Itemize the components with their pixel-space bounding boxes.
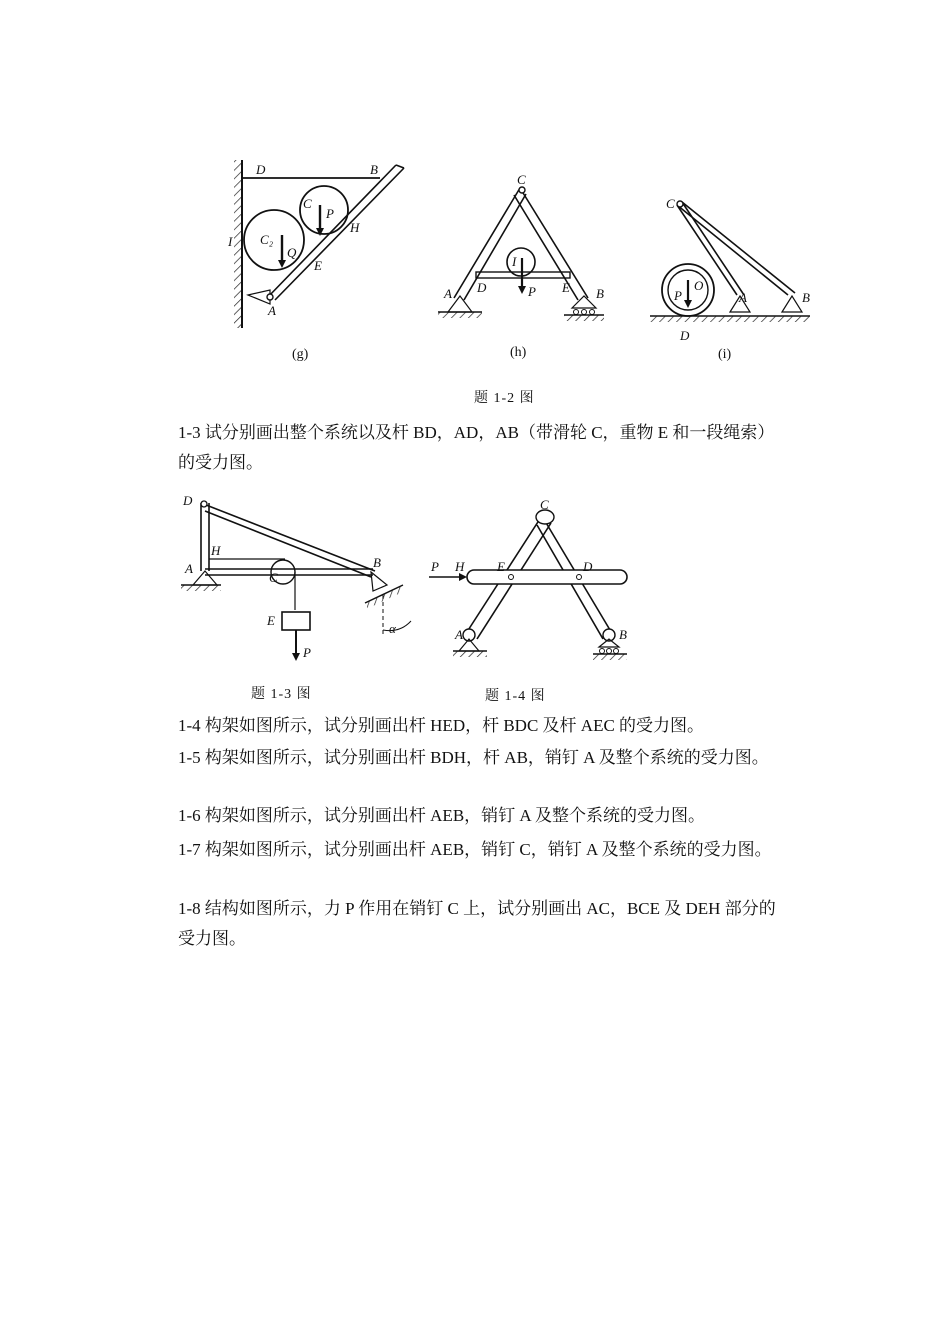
label-i-A: A (739, 290, 747, 305)
caption-h: (h) (510, 345, 527, 360)
label-h-E: E (562, 280, 570, 295)
figure-1-3 (181, 493, 411, 702)
paragraph-1-4: 1-4 构架如图所示，试分别画出杆 HED，杆 BDC 及杆 AEC 的受力图。 (178, 716, 705, 735)
paragraph-1-5: 1-5 构架如图所示，试分别画出杆 BDH，杆 AB，销钉 A 及整个系统的受力图。 (178, 748, 769, 767)
paragraph-1-6: 1-6 构架如图所示，试分别画出杆 AEB，销钉 A 及整个系统的受力图。 (178, 806, 705, 825)
subfigure-i (650, 196, 810, 362)
caption-i: (i) (718, 347, 732, 362)
label-13-C: C (269, 570, 278, 585)
figure-row-2 (175, 475, 635, 710)
label-h-B: B (596, 286, 604, 301)
figure-1-3-caption: 题 1-3 图 (251, 687, 312, 702)
label-g-Q: Q (287, 245, 297, 260)
paragraph-1-8: 1-8 结构如图所示，力 P 作用在销钉 C 上，试分别画出 AC，BCE 及 DEH 部分的受力图。 (178, 899, 776, 948)
label-13-A: A (185, 561, 193, 576)
label-h-I: I (512, 254, 517, 269)
label-i-B: B (802, 290, 810, 305)
paragraph-1-7: 1-7 构架如图所示，试分别画出杆 AEB，销钉 C，销钉 A 及整个系统的受力图。 (178, 840, 772, 859)
label-g-D: D (256, 162, 266, 177)
label-g-C: C (303, 196, 312, 211)
label-h-A: A (444, 286, 452, 301)
label-14-C: C (540, 497, 549, 512)
label-14-P: P (431, 559, 439, 574)
label-13-P: P (303, 645, 311, 660)
label-g-C2: C₂ (260, 232, 274, 247)
subfigure-h (438, 172, 604, 360)
label-14-B: B (619, 627, 627, 642)
label-13-D: D (183, 493, 193, 508)
figure-1-4-caption: 题 1-4 图 (485, 689, 546, 704)
label-14-E: E (497, 559, 505, 574)
caption-g: (g) (292, 347, 309, 362)
label-h-C: C (517, 172, 526, 187)
figure-1-2 (220, 150, 830, 415)
label-h-D: D (477, 280, 487, 295)
subfigure-g (227, 160, 404, 362)
label-h-P: P (528, 284, 536, 299)
label-g-I: I (228, 234, 233, 249)
label-14-D: D (583, 559, 593, 574)
label-i-D: D (680, 328, 690, 343)
label-14-A: A (455, 627, 463, 642)
label-i-O: O (694, 278, 704, 293)
label-g-E: E (314, 258, 322, 273)
figure-1-4 (429, 497, 627, 704)
figure-1-2-caption: 题 1-2 图 (474, 391, 535, 406)
paragraph-1-3: 1-3 试分别画出整个系统以及杆 BD，AD，AB（带滑轮 C，重物 E 和一段绳索）的受力图。 (178, 423, 775, 472)
label-g-A: A (268, 303, 276, 318)
label-i-P: P (674, 288, 682, 303)
label-14-H: H (455, 559, 465, 574)
label-g-B: B (370, 162, 378, 177)
label-13-alpha: α (389, 621, 396, 636)
label-13-H: H (211, 543, 221, 558)
label-i-C: C (666, 196, 675, 211)
label-g-H: H (350, 220, 360, 235)
label-13-B: B (373, 555, 381, 570)
label-g-P: P (326, 206, 334, 221)
label-13-E: E (267, 613, 275, 628)
